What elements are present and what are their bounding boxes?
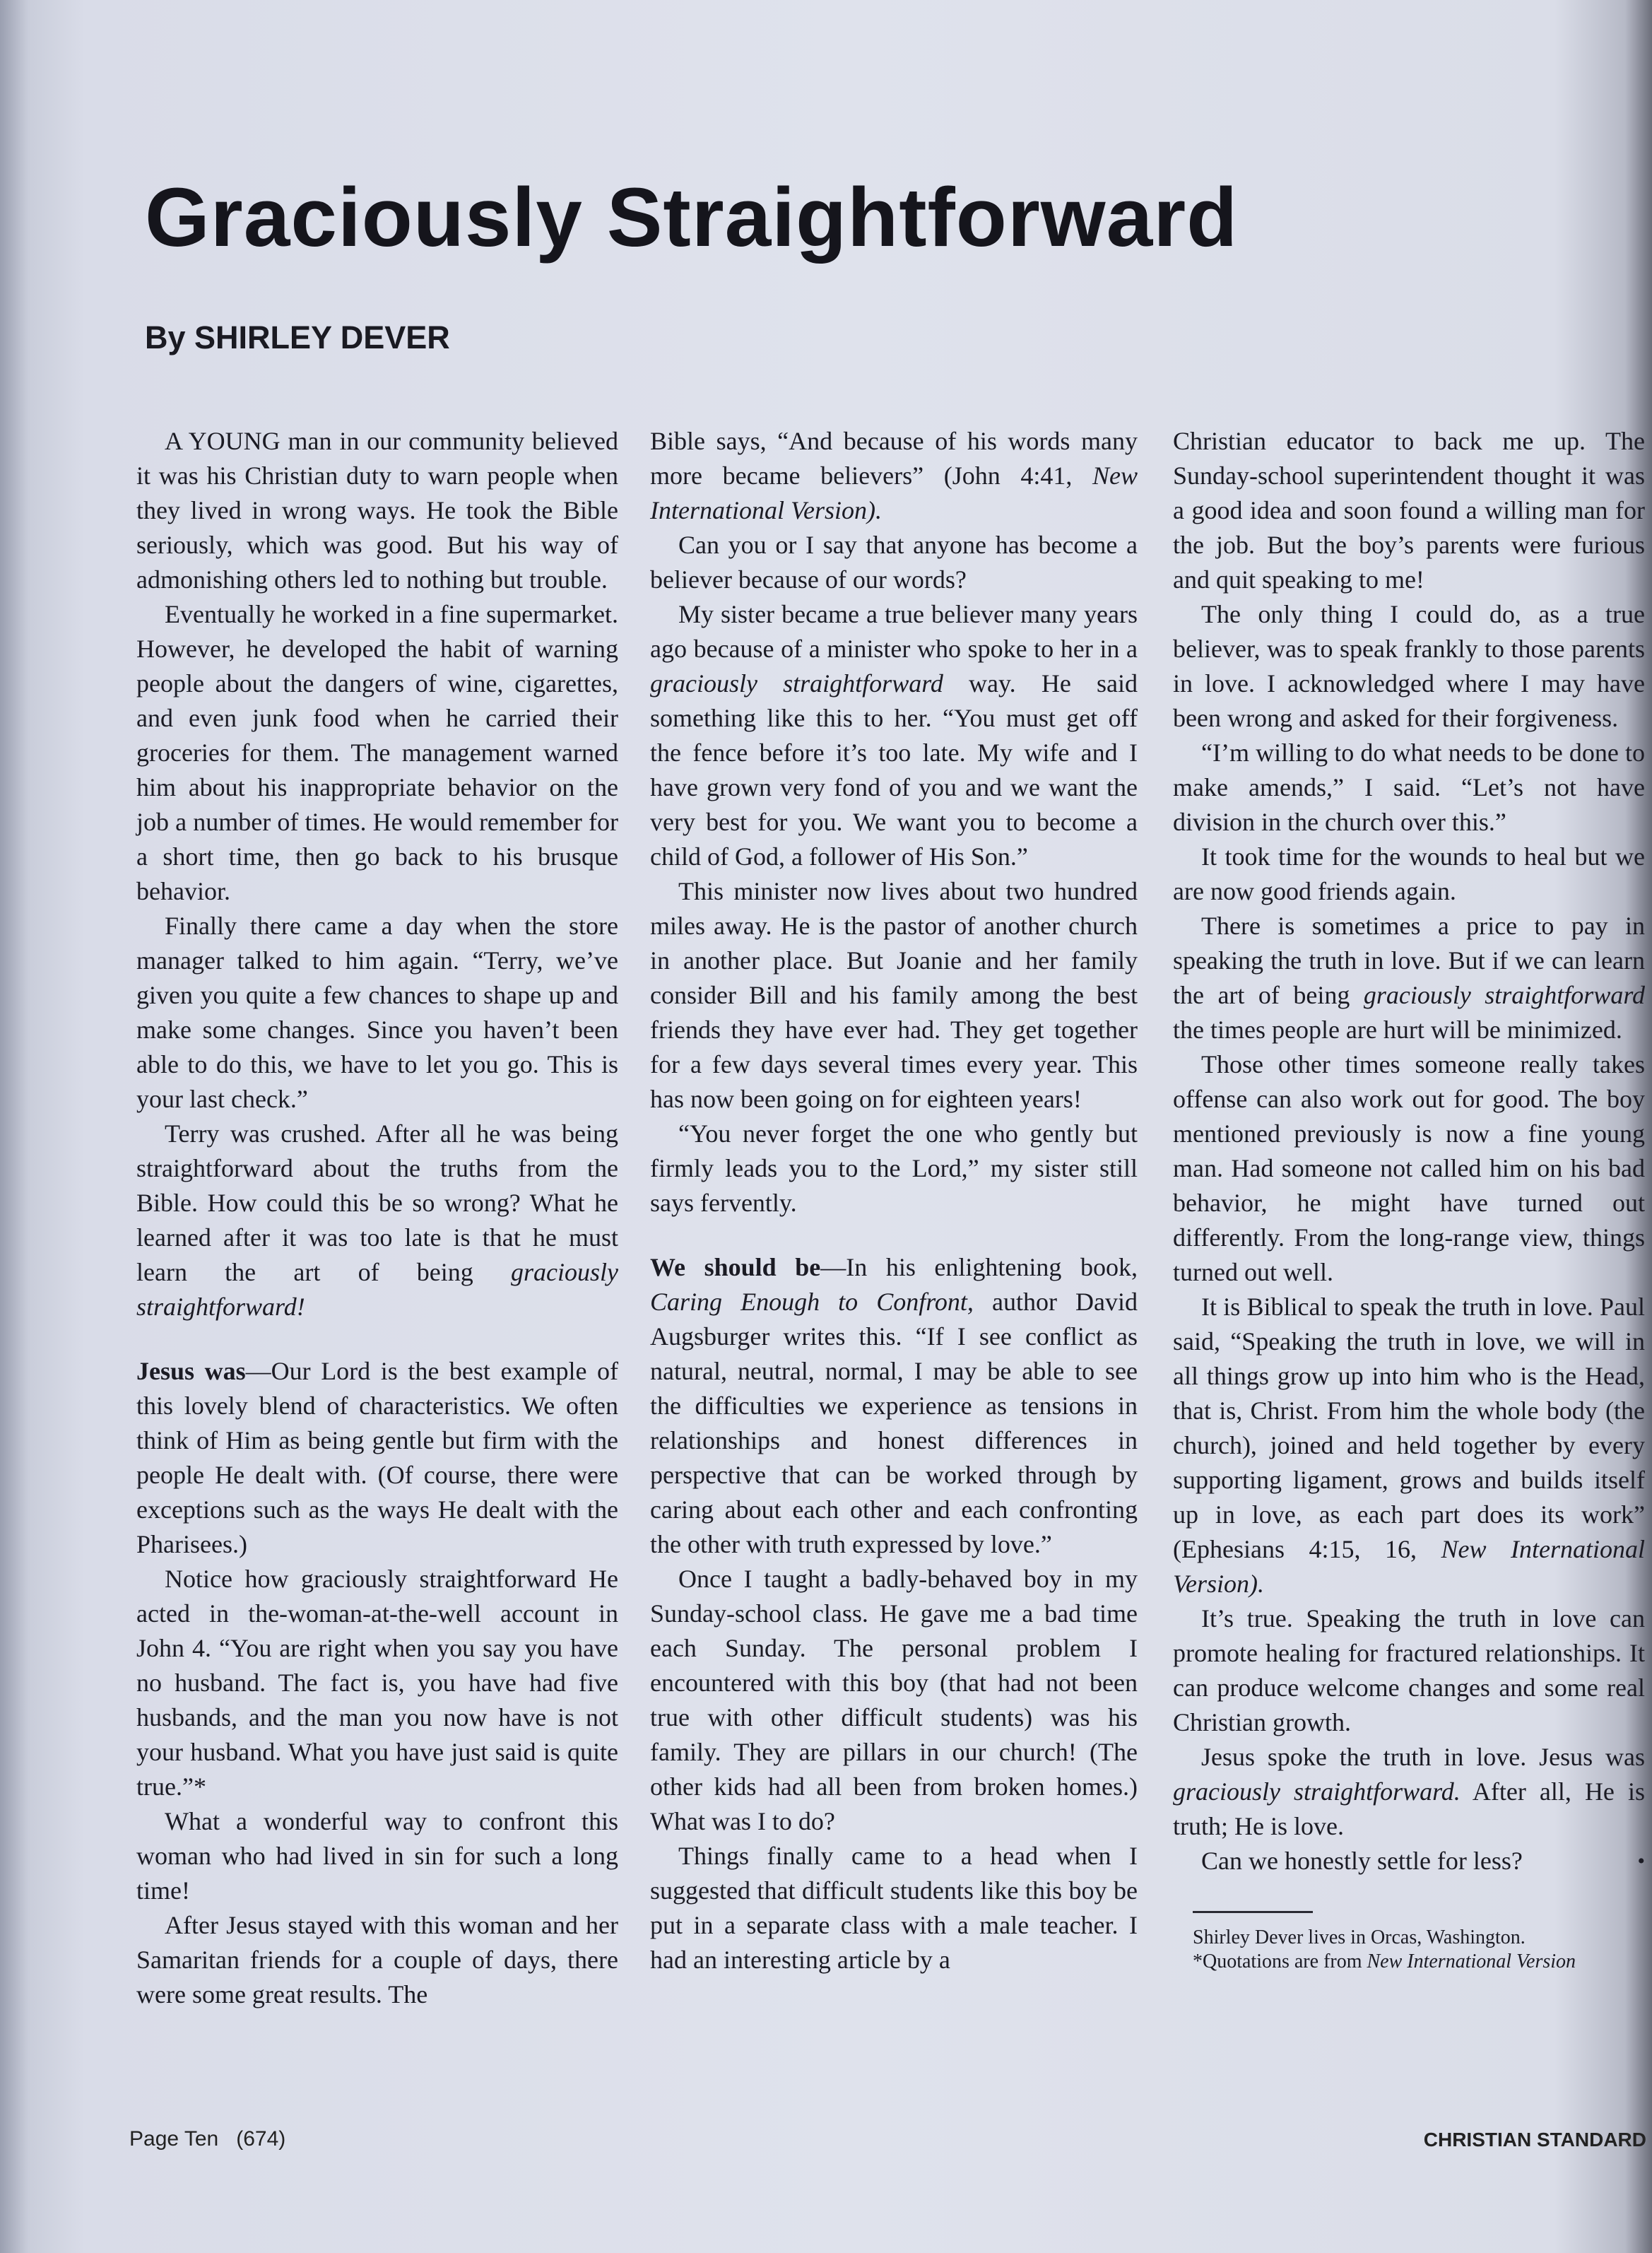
paragraph: It took time for the wounds to heal but we are now good friends again.	[1173, 842, 1645, 905]
paragraph: This minister now lives about two hundred miles away. He is the pastor of another church in another place. But Joanie and her family consider Bill and his family among the best friends they have ever had. They get together for a few days several times every year. This has now been going on for eighteen years!	[650, 877, 1138, 1113]
publication-name: CHRISTIAN STANDARD	[1423, 2129, 1646, 2151]
paragraph	[1173, 1740, 1645, 1844]
emphasis-text: graciously straightforward	[650, 669, 943, 698]
column-1	[136, 424, 618, 2012]
paragraph-text: —In his enlightening book,	[820, 1253, 1138, 1281]
paragraph	[1173, 1290, 1645, 1601]
emphasis-text: Caring Enough to Confront,	[650, 1288, 974, 1316]
column-3	[1173, 424, 1645, 1974]
paragraph: Christian educator to back me up. The Sunday-school superintendent thought it was a good idea and soon found a willing man for the job. But the boy’s parents were furious and quit speaking to me!	[1173, 427, 1645, 594]
emphasis-text: New International Version).	[650, 461, 1138, 524]
paragraph: Things finally came to a head when I suggested that difficult students like this boy be put in a separate class with a male teacher. I had an interesting article by a	[650, 1842, 1138, 1974]
author-note: Shirley Dever lives in Orcas, Washington.	[1193, 1926, 1526, 1948]
paragraph: “I’m willing to do what needs to be done to make amends,” I said. “Let’s not have division in the church over this.”	[1173, 739, 1645, 836]
paragraph	[650, 597, 1138, 874]
paragraph: The only thing I could do, as a true believer, was to speak frankly to those parents in love. I acknowledged where I may have been wrong and asked for their forgiveness.	[1173, 600, 1645, 732]
paragraph: Can you or I say that anyone has become a believer because of our words?	[650, 531, 1138, 594]
paragraph-text: There is sometimes a price to pay in speaking the truth in love. But if we can learn the art of being	[1173, 912, 1645, 1009]
closing-paragraph	[1173, 1844, 1645, 1878]
paragraph-text: Bible says, “And because of his words many more became believers” (John 4:41,	[650, 427, 1138, 490]
emphasis-text: graciously straightforward.	[1173, 1777, 1461, 1806]
paragraph: Those other times someone really takes offense can also work out for good. The boy mentioned previously is now a fine young man. Had someone not called him on his bad behavior, he might have turned out differently. From the long-range view, things turned out well.	[1173, 1050, 1645, 1286]
paragraph-text: After all, He is truth; He is love.	[1173, 1777, 1645, 1840]
paragraph	[136, 1117, 618, 1324]
paragraph-text: My sister became a true believer many years ago because of a minister who spoke to her in a	[650, 600, 1138, 663]
paragraph: “You never forget the one who gently but firmly leads you to the Lord,” my sister still says fervently.	[650, 1119, 1138, 1217]
paragraph	[1173, 909, 1645, 1047]
paragraph: After Jesus stayed with this woman and her Samaritan friends for a couple of days, there were some great results. The	[136, 1911, 618, 2008]
paragraph-text: Jesus spoke the truth in love. Jesus was	[1201, 1743, 1645, 1771]
paragraph: A YOUNG man in our community believed it was his Christian duty to warn people when they lived in wrong ways. He took the Bible seriously, which was good. But his way of admonishing others led to nothing but trouble.	[136, 427, 618, 594]
paragraph-text: —Our Lord is the best example of this lovely blend of characteristics. We often think of Him as being gentle but firm with the people He dealt with. (Of course, there were exceptions such as the ways He dealt with the Pharisees.)	[136, 1357, 619, 1558]
paragraph: Notice how graciously straightforward He acted in the-woman-at-the-well account in John 4. “You are right when you say you have no husband. The fact is, you have had five husbands, and the man you now have is not your husband. What you have just said is quite true.”*	[136, 1565, 618, 1801]
paragraph-text: Can we honestly settle for less?	[1201, 1847, 1523, 1875]
paragraph: What a wonderful way to confront this woman who had lived in sin for such a long time!	[136, 1807, 618, 1905]
byline: By SHIRLEY DEVER	[145, 319, 450, 355]
paragraph-text: Terry was crushed. After all he was being straightforward about the truths from the Bible. How could this be so wrong? What he learned after it was too late is that he must learn the art of being	[136, 1119, 618, 1286]
section-paragraph	[136, 1354, 618, 1562]
section-paragraph	[650, 1250, 1138, 1562]
paragraph-text: the times people are hurt will be minimized.	[1173, 1016, 1622, 1044]
paragraph: It’s true. Speaking the truth in love can promote healing for fractured relationships. It can produce welcome changes and some real Christian growth.	[1173, 1604, 1645, 1736]
emphasis-text: New International Version).	[1173, 1535, 1645, 1598]
note-text: *Quotations are from	[1193, 1951, 1367, 1972]
paragraph-text: way. He said something like this to her. “You must get off the fence before it’s too late. My wife and I have grown very fond of you and we want the very best for you. We want you to become a child of God, a follower of His Son.”	[650, 669, 1138, 871]
quotation-note	[1173, 1950, 1645, 1974]
paragraph-text: author David Augsburger writes this. “If I see conflict as natural, neutral, normal, I may be able to see the difficulties we experience as tensions in relationships and honest differences in perspective that can be worked through by caring about each other and each confronting the other with truth expressed by love.”	[650, 1288, 1138, 1558]
emphasis-text: New International Version	[1367, 1951, 1576, 1972]
paragraph: Eventually he worked in a fine supermarket. However, he developed the habit of warning people about the dangers of wine, cigarettes, and even junk food when he carried their groceries for them. The management warned him about his inappropriate behavior on the job a number of times. He would remember for a short time, then go back to his brusque behavior.	[136, 600, 618, 905]
footnote-divider	[1193, 1911, 1313, 1913]
section-lead: We should be	[650, 1253, 821, 1281]
column-2	[650, 424, 1138, 1977]
paragraph	[650, 424, 1138, 528]
page-number: Page Ten (674)	[129, 2127, 286, 2151]
emphasis-text: graciously straightforward!	[136, 1258, 618, 1321]
paragraph-text: It is Biblical to speak the truth in love. Paul said, “Speaking the truth in love, we will in all things grow up into him who is the Head, that is, Christ. From him the whole body (the church), joined and held together by every supporting ligament, grows and builds itself up in love, as each part does its work” (Ephesians 4:15, 16,	[1173, 1293, 1645, 1563]
paragraph: Once I taught a badly-behaved boy in my Sunday-school class. He gave me a bad time each Sunday. The personal problem I encountered with this boy (that had not been true with other difficult students) was his family. They are pillars in our church! (The other kids had all been from broken homes.) What was I to do?	[650, 1565, 1138, 1835]
article-title: Graciously Straightforward	[145, 171, 1239, 264]
paragraph: Finally there came a day when the store manager talked to him again. “Terry, we’ve given you quite a few chances to shape up and make some changes. Since you haven’t been able to do this, we have to let you go. This is your last check.”	[136, 912, 618, 1113]
footnotes	[1173, 1926, 1645, 1974]
section-lead: Jesus was	[136, 1357, 246, 1385]
emphasis-text: graciously straightforward	[1363, 981, 1646, 1009]
end-mark-icon: •	[1637, 1849, 1645, 1873]
